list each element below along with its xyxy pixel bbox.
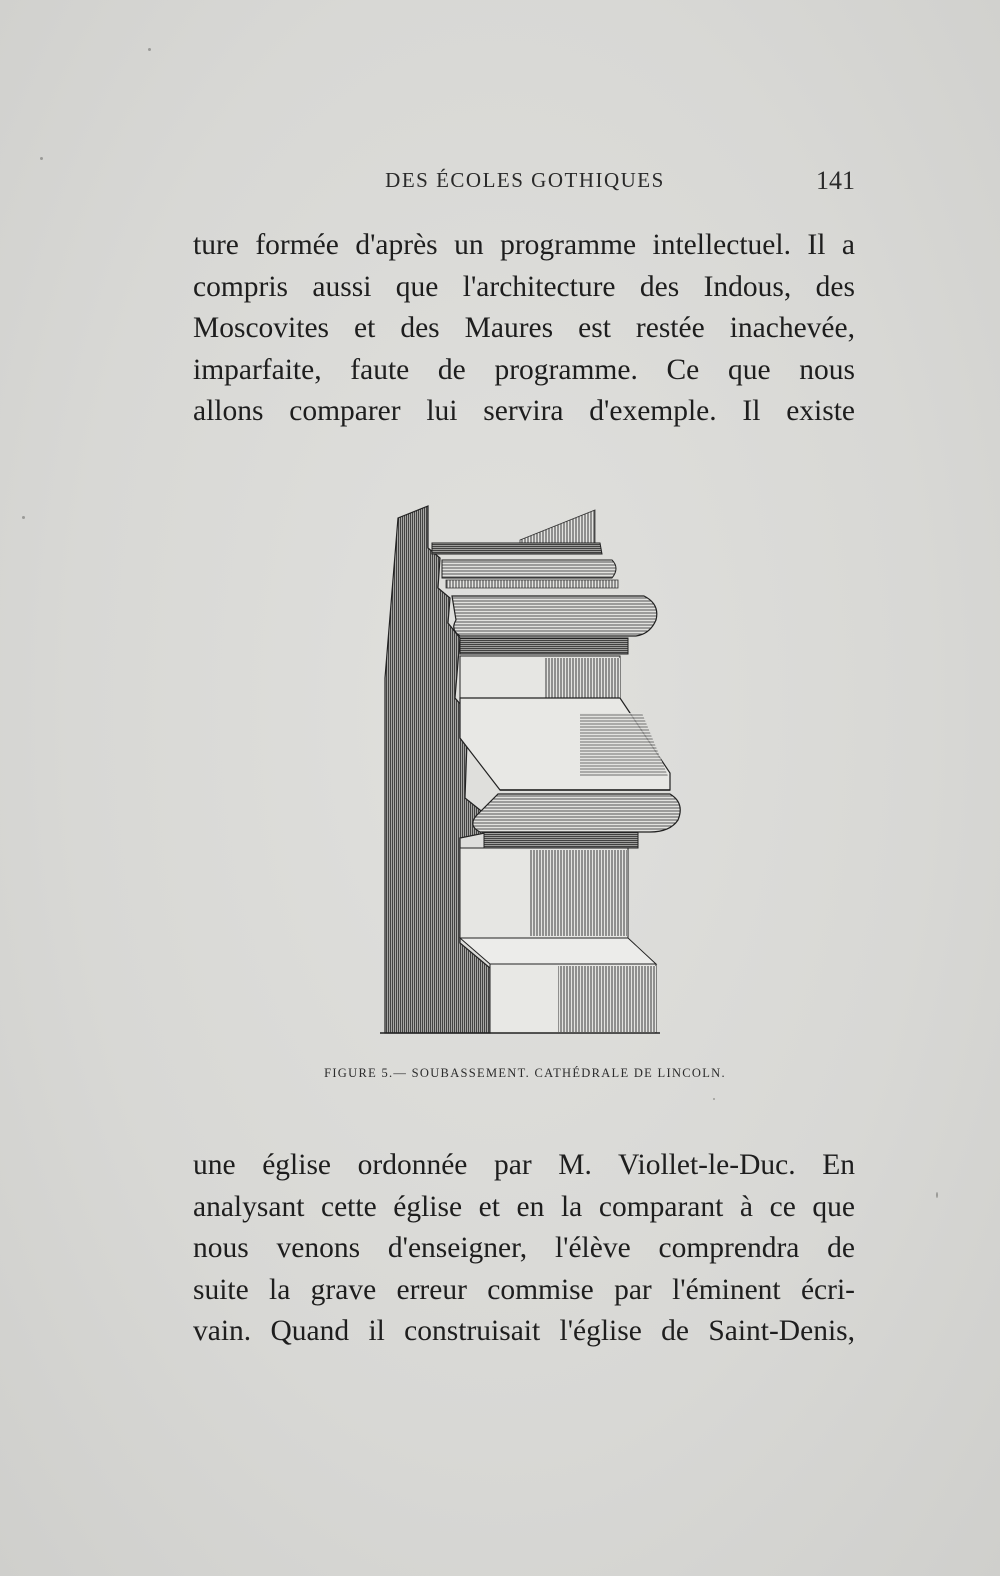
text-line: analysant cette église et en la comparant à ce que	[193, 1190, 855, 1223]
figure-caption: FIGURE 5.— SOUBASSEMENT. CATHÉDRALE DE LINCOLN.	[324, 1066, 726, 1080]
text-line: allons comparer lui servira d'exemple. Il existe	[193, 395, 855, 427]
text-line: vain. Quand il construisait l'église de Saint-Denis,	[193, 1315, 855, 1347]
paper-speck	[22, 516, 25, 519]
molding-profile-engraving	[380, 498, 690, 1043]
running-head	[195, 168, 855, 198]
text-line: Moscovites et des Maures est restée inachevée,	[193, 312, 855, 344]
text-line: compris aussi que l'architecture des Indous, des	[193, 270, 855, 303]
text-line: une église ordonnée par M. Viollet-le-Duc. En	[193, 1149, 855, 1181]
paragraph-top	[193, 225, 855, 433]
paragraph-bottom	[193, 1145, 855, 1353]
text-line: ture formée d'après un programme intellectuel. Il a	[193, 229, 855, 261]
running-title: DES ÉCOLES GOTHIQUES	[385, 168, 665, 192]
paper-speck	[713, 1098, 715, 1100]
paper-speck	[40, 157, 43, 160]
text-line: imparfaite, faute de programme. Ce que nous	[193, 353, 855, 386]
text-line: suite la grave erreur commise par l'éminent écri-	[193, 1273, 855, 1306]
text-line: nous venons d'enseigner, l'élève comprendra de	[193, 1232, 855, 1264]
paper-speck	[148, 48, 151, 51]
paper-speck	[936, 1192, 938, 1198]
page-number: 141	[816, 166, 855, 195]
